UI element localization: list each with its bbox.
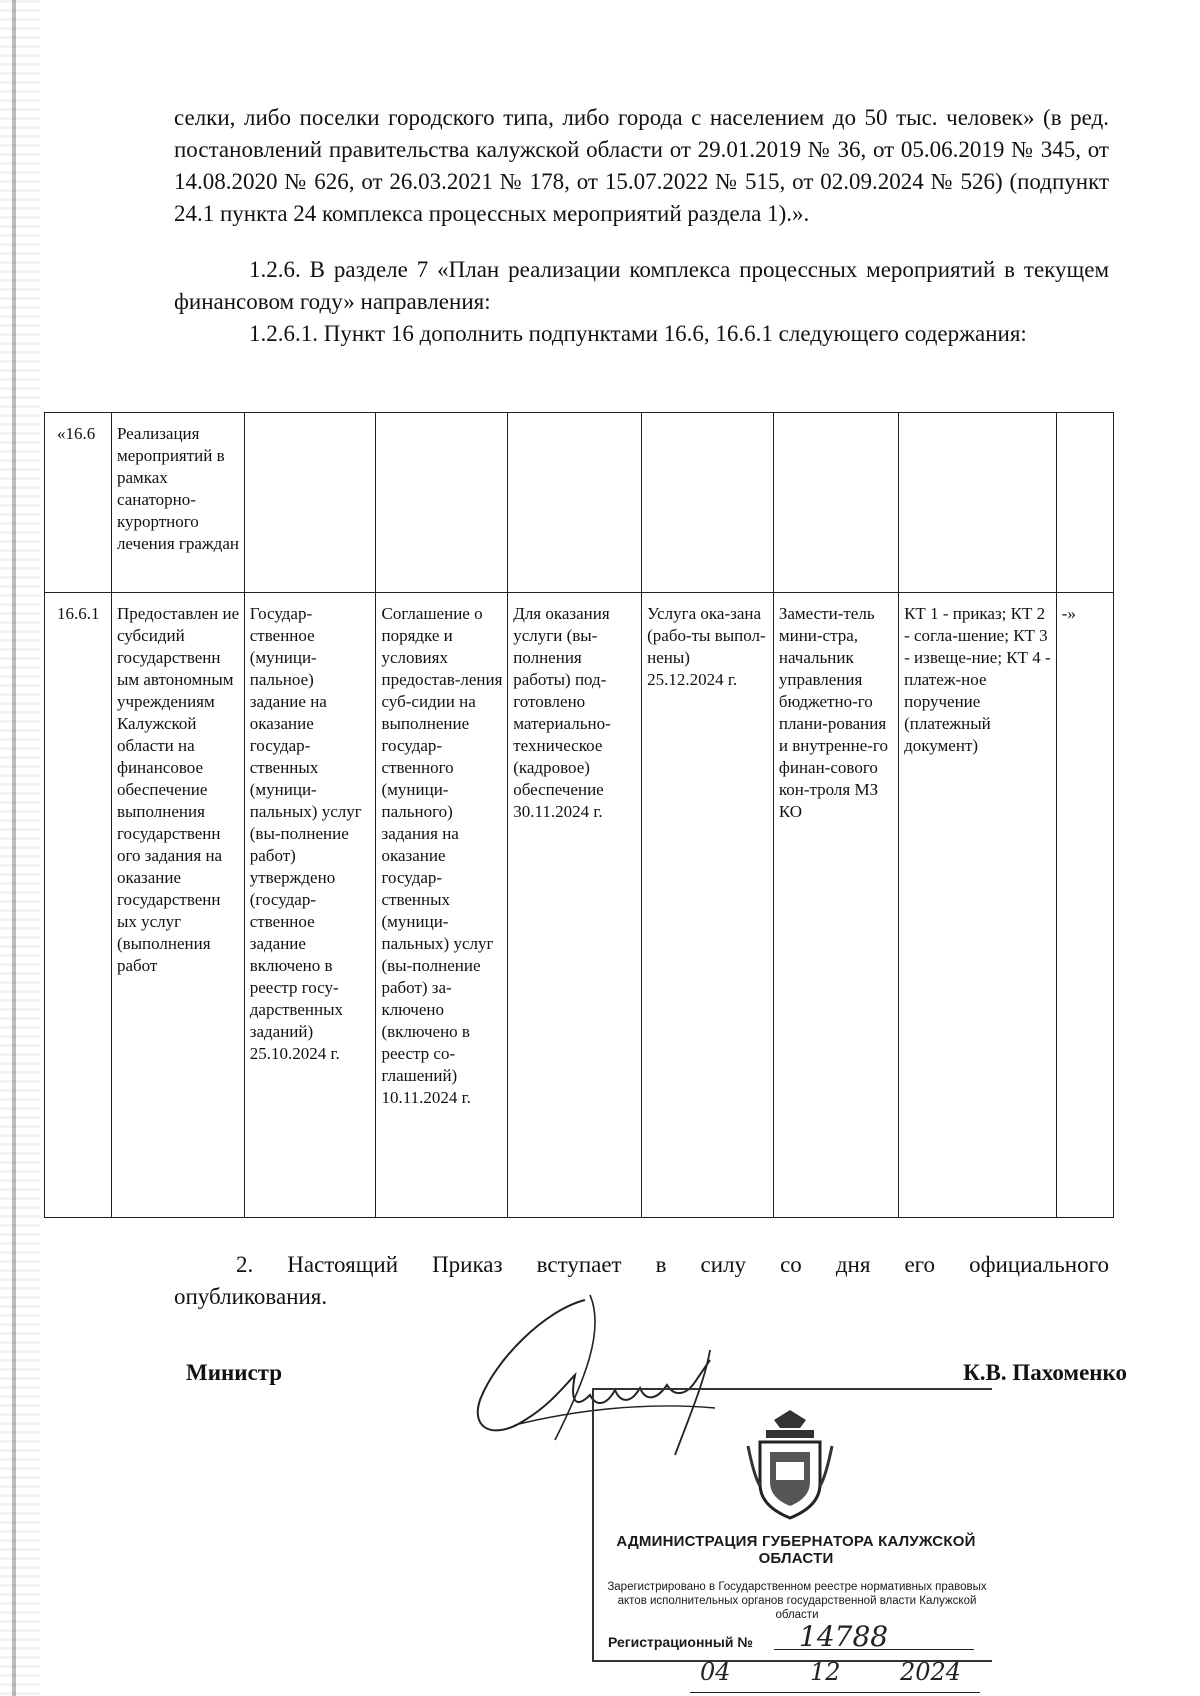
word: его <box>904 1252 936 1277</box>
paragraph-1-2-6: 1.2.6. В разделе 7 «План реализации комплекса процессных мероприятий в текущем финансовом году» направления: <box>174 257 1109 314</box>
row-number: «16.6 <box>45 413 112 593</box>
paragraph-continuation: селки, либо поселки городского типа, либо города с населением до 50 тыс. человек» (в ред. постановлений правительства калужской области от 29.01.2019 № 36, от 05.06.2019 № 345, от 14.08.2020 № 626, от 26.03.2021 № 178, от 15.07.2022 № 515, от 02.09.2024 № 526) (подпункт 24.1 пункта 24 комплекса процессных мероприятий раздела 1).». <box>174 105 1109 226</box>
control-point-3: Для оказания услуги (вы-полнения работы) под-готовлено материально-техническое (кадровое) обеспечение 30.11.2024 г. <box>508 593 642 1218</box>
activity-name: Реализация мероприятий в рамках санаторно-курортного лечения граждан <box>111 413 244 593</box>
word: в <box>655 1252 667 1277</box>
registration-label: Регистрационный № <box>608 1634 753 1650</box>
row-number: 16.6.1 <box>45 593 112 1218</box>
date-day: 04 <box>700 1658 731 1686</box>
registration-date <box>690 1658 980 1693</box>
stamp-note: Зарегистрировано в Государственном реестре нормативных правовых актов исполнительных органов государственной власти Калужской области <box>607 1581 987 1621</box>
empty-cell <box>642 413 774 593</box>
date-month: 12 <box>810 1658 841 1686</box>
empty-cell <box>244 413 376 593</box>
scan-margin-line <box>12 0 16 1696</box>
empty-cell <box>508 413 642 593</box>
word: Приказ <box>432 1252 503 1277</box>
word: со <box>780 1252 802 1277</box>
word: 2. <box>236 1252 254 1277</box>
word: вступает <box>536 1252 622 1277</box>
control-point-4: Услуга ока-зана (рабо-ты выпол-нены) 25.12.2024 г. <box>642 593 774 1218</box>
empty-cell <box>376 413 508 593</box>
date-year: 2024 <box>900 1658 962 1686</box>
registration-stamp <box>592 1388 992 1686</box>
word: силу <box>700 1252 747 1277</box>
registration-number: 14788 <box>799 1620 889 1653</box>
empty-cell <box>899 413 1057 593</box>
table-row <box>45 413 1114 593</box>
empty-cell <box>773 413 898 593</box>
paragraph-2-tail: опубликования. <box>174 1284 328 1309</box>
closing-mark: -» <box>1056 593 1113 1218</box>
word: Настоящий <box>287 1252 399 1277</box>
control-point-2: Соглашение о порядке и условиях предостав-ления суб-сидии на выполнение государ-ственного (муници-пального) задания на оказание государ-ственных (муници-пальных) услуг (вы-полнение работ) за-ключено (включено в реестр со-глашений) 10.11.2024 г. <box>376 593 508 1218</box>
signer-name: К.В. Пахоменко <box>963 1360 1127 1385</box>
signer-title: Министр <box>186 1360 283 1385</box>
control-point-1: Государ-ственное (муници-пальное) задание на оказание государ-ственных (муници-пальных) услуг (вы-полнение работ) утверждено (государ-ственное задание включено в реестр госу-дарственных заданий) 25.10.2024 г. <box>244 593 376 1218</box>
word: дня <box>835 1252 871 1277</box>
stamp-organization: АДМИНИСТРАЦИЯ ГУБЕРНАТОРА КАЛУЖСКОЙ ОБЛАСТИ <box>616 1533 976 1567</box>
empty-cell <box>1056 413 1113 593</box>
word: официального <box>969 1252 1109 1277</box>
scan-margin-artifact <box>0 0 40 1696</box>
responsible-person: Замести-тель мини-стра, начальник управления бюджетно-го плани-рования и внутренне-го финан-сового кон-троля МЗ КО <box>773 593 898 1218</box>
activity-name: Предоставлен ие субсидий государственн ым автономным учреждениям Калужской области на финансовое обеспечение выполнения государственн ого задания на оказание государственн ых услуг (выполнения работ <box>111 593 244 1218</box>
plan-table <box>44 412 1114 1218</box>
table-row <box>45 593 1114 1218</box>
confirming-documents: КТ 1 - приказ; КТ 2 - согла-шение; КТ 3 - извеще-ние; КТ 4 - платеж-ное поручение (платежный документ) <box>899 593 1057 1218</box>
coat-of-arms-icon <box>744 1406 836 1524</box>
paragraph-1-2-6-1: 1.2.6.1. Пункт 16 дополнить подпунктами 16.6, 16.6.1 следующего содержания: <box>249 321 1027 346</box>
